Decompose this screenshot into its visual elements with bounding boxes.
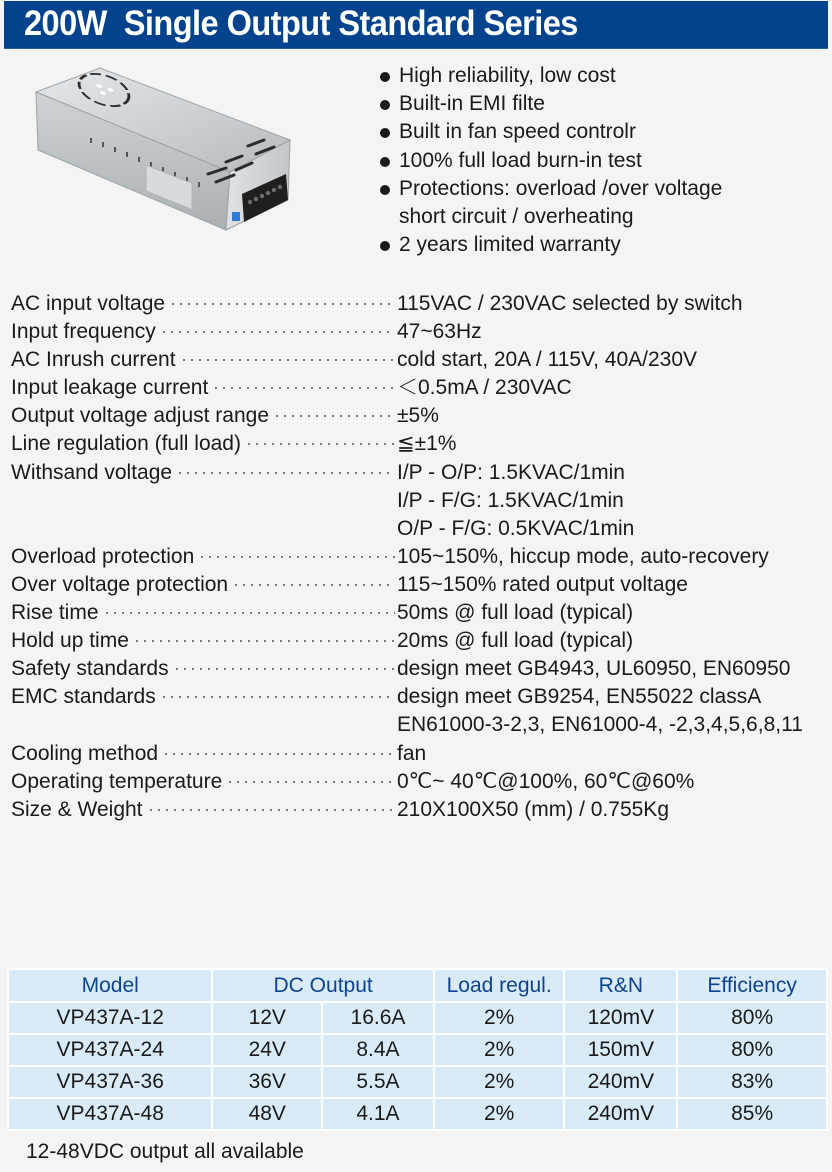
ripple-noise-cell: 240mV (564, 1066, 677, 1098)
efficiency-cell: 80% (677, 1034, 827, 1066)
spec-row (11, 655, 832, 683)
dotted-leader (173, 655, 395, 671)
table-row (8, 1098, 827, 1130)
title-banner (4, 1, 828, 49)
model-table (7, 968, 828, 1131)
dotted-leader (133, 627, 395, 643)
spec-value: ＜0.5mA / 230VAC (397, 376, 572, 400)
spec-value: ≦±1% (397, 432, 457, 456)
spec-value: 210X100X50 (mm) / 0.755Kg (397, 797, 669, 821)
power-supply-unit-photo (30, 62, 305, 250)
dotted-leader (176, 459, 395, 475)
spec-label: Line regulation (full load) (11, 430, 397, 458)
bullet-icon (380, 100, 390, 110)
dotted-leader (226, 768, 395, 784)
spec-list (11, 290, 832, 824)
model-cell: VP437A-48 (8, 1098, 212, 1130)
spec-row (11, 740, 832, 768)
spec-value: 115~150% rated output voltage (397, 572, 688, 596)
feature-list (378, 62, 722, 259)
feature-item: Protections: overload /over voltage short circuit / overheating (378, 175, 722, 231)
spec-label: Safety standards (11, 655, 397, 683)
dotted-leader (212, 374, 395, 390)
spec-value: 50ms @ full load (typical) (397, 601, 634, 625)
spec-value: 0℃~ 40℃@100%, 60℃@60% (397, 769, 695, 793)
dotted-leader (232, 571, 395, 587)
spec-value: cold start, 20A / 115V, 40A/230V (397, 348, 698, 372)
spec-row (11, 430, 832, 458)
column-header-dc-output: DC Output (212, 969, 433, 1002)
voltage-cell: 36V (212, 1066, 322, 1098)
spec-label: Over voltage protection (11, 571, 397, 599)
dotted-leader (160, 318, 395, 334)
spec-row (11, 374, 832, 402)
spec-label: AC Inrush current (11, 346, 397, 374)
column-header-ripple-noise: R&N (564, 969, 677, 1002)
spec-label: Size & Weight (11, 796, 397, 824)
spec-label: EMC standards (11, 683, 397, 739)
spec-row (11, 346, 832, 374)
efficiency-cell: 80% (677, 1002, 827, 1034)
spec-label: Rise time (11, 599, 397, 627)
spec-label: Withsand voltage (11, 459, 397, 543)
dotted-leader (160, 683, 395, 699)
spec-label: Cooling method (11, 740, 397, 768)
spec-row (11, 459, 832, 543)
efficiency-cell: 85% (677, 1098, 827, 1130)
column-header-efficiency: Efficiency (677, 969, 827, 1002)
feature-item: 100% full load burn-in test (378, 147, 722, 175)
ripple-noise-cell: 150mV (564, 1034, 677, 1066)
voltage-cell: 48V (212, 1098, 322, 1130)
load-regulation-cell: 2% (434, 1066, 565, 1098)
load-regulation-cell: 2% (434, 1098, 565, 1130)
spec-row (11, 768, 832, 796)
dotted-leader (273, 402, 395, 418)
feature-item: Built in fan speed controlr (378, 118, 722, 146)
dotted-leader (245, 430, 395, 446)
spec-row (11, 318, 832, 346)
current-cell: 4.1A (322, 1098, 434, 1130)
ripple-noise-cell: 240mV (564, 1098, 677, 1130)
efficiency-cell: 83% (677, 1066, 827, 1098)
spec-value: ±5% (397, 404, 439, 428)
spec-label: Input leakage current (11, 374, 397, 402)
load-regulation-cell: 2% (434, 1002, 565, 1034)
model-cell: VP437A-12 (8, 1002, 212, 1034)
spec-row (11, 402, 832, 430)
spec-value: I/P - O/P: 1.5KVAC/1min I/P - F/G: 1.5KVAC/1min O/P - F/G: 0.5KVAC/1min (397, 460, 635, 540)
spec-label: Hold up time (11, 627, 397, 655)
spec-row (11, 627, 832, 655)
table-row (8, 1066, 827, 1098)
spec-value: fan (397, 741, 427, 765)
ripple-noise-cell: 120mV (564, 1002, 677, 1034)
spec-row (11, 796, 832, 824)
dotted-leader (103, 599, 395, 615)
spec-value: design meet GB9254, EN55022 classA EN61000-3-2,3, EN61000-4, -2,3,4,5,6,8,11 (397, 685, 803, 737)
dotted-leader (162, 740, 395, 756)
spec-value: 105~150%, hiccup mode, auto-recovery (397, 544, 769, 568)
spec-label: AC input voltage (11, 290, 397, 318)
spec-row (11, 290, 832, 318)
page-title: 200W Single Output Standard Series (24, 4, 578, 43)
spec-value: 115VAC / 230VAC selected by switch (397, 292, 743, 315)
feature-item: Built-in EMI filte (378, 90, 722, 118)
bullet-icon (380, 157, 390, 167)
bullet-icon (380, 185, 390, 195)
voltage-cell: 24V (212, 1034, 322, 1066)
dotted-leader (147, 796, 395, 812)
dotted-leader (180, 346, 395, 362)
current-cell: 8.4A (322, 1034, 434, 1066)
spec-row (11, 599, 832, 627)
feature-item: High reliability, low cost (378, 62, 722, 90)
spec-value: 47~63Hz (397, 320, 482, 344)
availability-note: 12-48VDC output all available (26, 1140, 304, 1163)
feature-item: 2 years limited warranty (378, 231, 722, 259)
spec-row (11, 683, 832, 739)
spec-row (11, 571, 832, 599)
dotted-leader (198, 543, 395, 559)
spec-label: Overload protection (11, 543, 397, 571)
spec-label: Input frequency (11, 318, 397, 346)
table-header-row (8, 969, 827, 1002)
spec-label: Operating temperature (11, 768, 397, 796)
spec-value: 20ms @ full load (typical) (397, 629, 634, 653)
bullet-icon (380, 128, 390, 138)
table-row (8, 1002, 827, 1034)
model-cell: VP437A-24 (8, 1034, 212, 1066)
current-cell: 5.5A (322, 1066, 434, 1098)
spec-label: Output voltage adjust range (11, 402, 397, 430)
dotted-leader (169, 290, 395, 306)
bullet-icon (380, 241, 390, 251)
bullet-icon (380, 72, 390, 82)
model-cell: VP437A-36 (8, 1066, 212, 1098)
column-header-model: Model (8, 969, 212, 1002)
current-cell: 16.6A (322, 1002, 434, 1034)
table-row (8, 1034, 827, 1066)
column-header-load-regulation: Load regul. (434, 969, 565, 1002)
spec-row (11, 543, 832, 571)
load-regulation-cell: 2% (434, 1034, 565, 1066)
voltage-cell: 12V (212, 1002, 322, 1034)
spec-value: design meet GB4943, UL60950, EN60950 (397, 657, 791, 681)
power-supply-icon (30, 62, 305, 250)
